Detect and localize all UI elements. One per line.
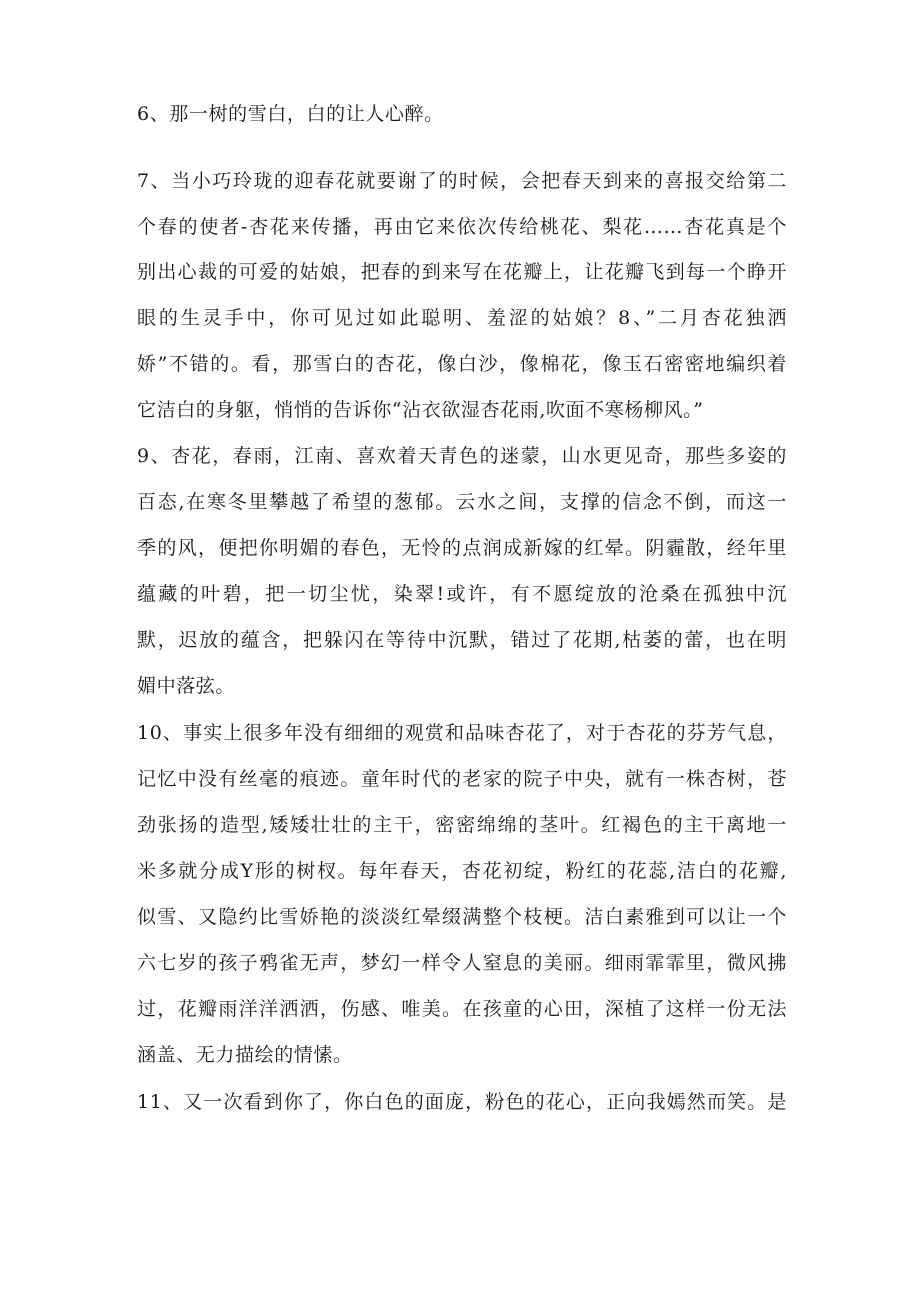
paragraph-9-line-3: 季的风，便把你明媚的春色，无怜的点润成新嫁的红晕。阴霾散，经年里: [137, 537, 787, 559]
paragraph-9-line-2: 百态,在寒冬里攀越了希望的葱郁。云水之间，支撑的信念不倒，而这一: [137, 491, 787, 513]
paragraph-10-line-1: 10、事实上很多年没有细细的观赏和品味杏花了，对于杏花的芬芳气息，: [137, 722, 787, 744]
paragraph-9-line-1: 9、杏花，春雨，江南、喜欢着天青色的迷蒙，山水更见奇，那些多姿的: [137, 445, 787, 467]
paragraph-10-line-2: 记忆中没有丝毫的痕迹。童年时代的老家的院子中央，就有一株杏树，苍: [137, 768, 787, 790]
paragraph-7-line-1: 7、当小巧玲珑的迎春花就要谢了的时候，会把春天到来的喜报交给第二: [137, 170, 787, 192]
paragraph-8-line-1: 娇”不错的。看，那雪白的杏花，像白沙，像棉花，像玉石密密地编织着: [137, 353, 787, 375]
paragraph-10-line-7: 过，花瓣雨洋洋洒洒，伤感、唯美。在孩童的心田，深植了这样一份无法: [137, 998, 787, 1020]
paragraph-9-line-4: 蕴藏的叶碧，把一切尘忧，染翠!或许，有不愿绽放的沧桑在孤独中沉: [137, 583, 787, 605]
paragraph-11-line-1: 11、又一次看到你了，你白色的面庞，粉色的花心，正向我嫣然而笑。是: [137, 1091, 787, 1113]
paragraph-9-line-5: 默，迟放的蕴含，把躲闪在等待中沉默，错过了花期,枯萎的蕾，也在明: [137, 629, 787, 651]
paragraph-7-line-4: 眼的生灵手中，你可见过如此聪明、羞涩的姑娘？8、”二月杏花独洒: [137, 307, 787, 329]
paragraph-10-line-3: 劲张扬的造型,矮矮壮壮的主干，密密绵绵的茎叶。红褐色的主干离地一: [137, 814, 787, 836]
paragraph-8-line-2: 它洁白的身躯，悄悄的告诉你“沾衣欲湿杏花雨,吹面不寒杨柳风。”: [137, 399, 704, 421]
paragraph-6-line-1: 6、那一树的雪白，白的让人心醉。: [137, 103, 444, 125]
paragraph-7-line-3: 别出心裁的可爱的姑娘，把春的到来写在花瓣上，让花瓣飞到每一个睁开: [137, 261, 787, 283]
paragraph-10-line-8: 涵盖、无力描绘的情愫。: [137, 1044, 353, 1066]
paragraph-9-line-6: 媚中落弦。: [137, 675, 236, 697]
paragraph-10-line-5: 似雪、又隐约比雪娇艳的淡淡红晕缀满整个枝梗。洁白素雅到可以让一个: [137, 906, 787, 928]
paragraph-10-line-4: 米多就分成Y形的树杈。每年春天，杏花初绽，粉红的花蕊,洁白的花瓣,: [137, 860, 787, 882]
paragraph-7-line-2: 个春的使者-杏花来传播，再由它来依次传给桃花、梨花……杏花真是个: [137, 216, 787, 238]
paragraph-10-line-6: 六七岁的孩子鸦雀无声，梦幻一样令人窒息的美丽。细雨霏霏里，微风拂: [137, 952, 787, 974]
